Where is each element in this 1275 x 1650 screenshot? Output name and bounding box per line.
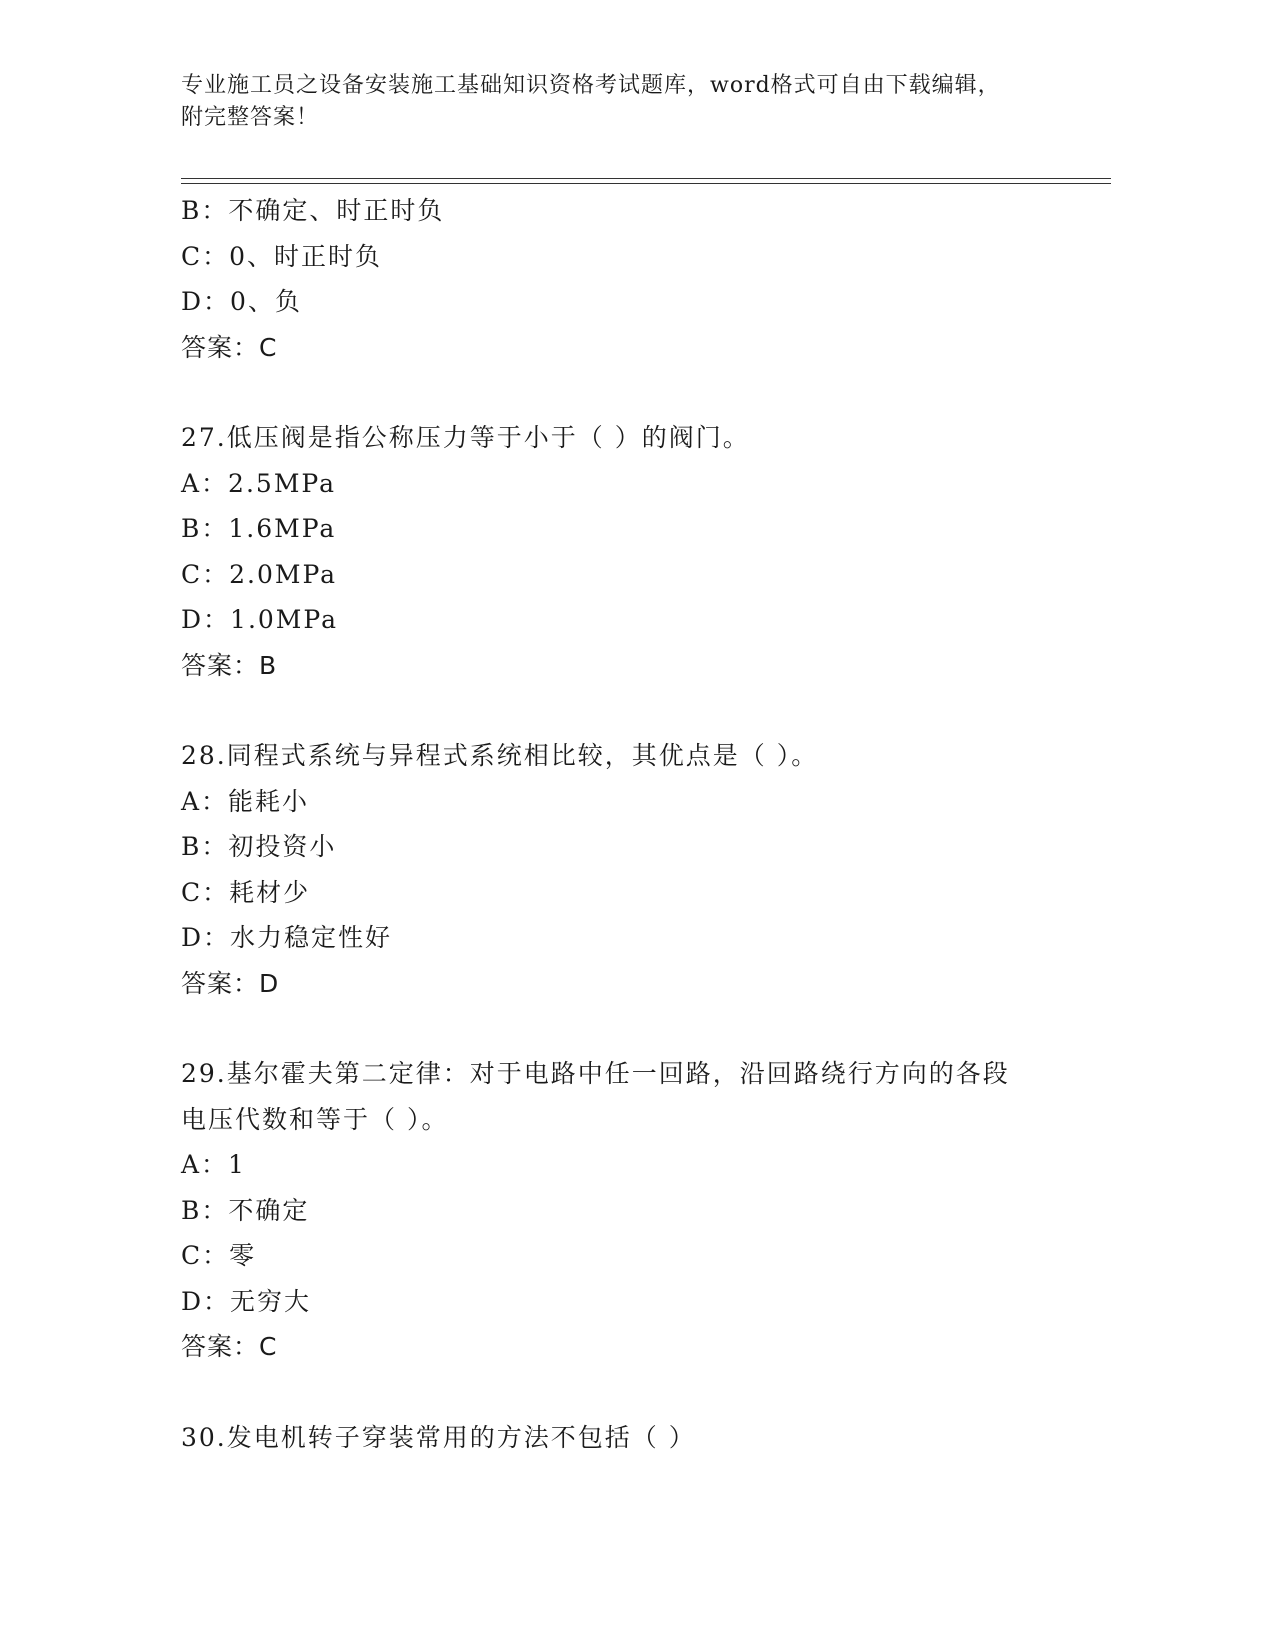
- option-d: D：无穷大: [181, 1286, 312, 1316]
- header-line-1: 专业施工员之设备安装施工基础知识资格考试题库，word格式可自由下载编辑，: [181, 73, 1001, 98]
- option-c: C：耗材少: [181, 877, 311, 907]
- question-30: [181, 1415, 1081, 1461]
- question-text: 30.发电机转子穿装常用的方法不包括（ ）: [181, 1422, 696, 1452]
- option-d: D：0、负: [181, 287, 302, 316]
- question-text-line-2: 电压代数和等于（ ）。: [181, 1104, 449, 1134]
- question-text: 27.低压阀是指公称压力等于小于（ ）的阀门。: [181, 423, 750, 452]
- question-text: 28.同程式系统与异程式系统相比较，其优点是（ ）。: [181, 741, 819, 770]
- option-a: A：能耗小: [181, 786, 310, 816]
- answer: 答案：D: [181, 968, 280, 998]
- option-b: B：不确定、时正时负: [181, 196, 445, 225]
- option-c: C：零: [181, 1241, 257, 1270]
- header-divider-top: [181, 178, 1111, 179]
- option-c: C：2.0MPa: [181, 559, 338, 589]
- question-28: [181, 733, 1081, 1006]
- question-27: [181, 415, 1081, 688]
- answer: 答案：B: [181, 650, 278, 680]
- option-a: A：1: [181, 1150, 246, 1179]
- question-26-continued: [181, 188, 1081, 370]
- document-header: [181, 70, 1041, 134]
- option-b: B：不确定: [181, 1195, 310, 1225]
- answer: 答案：C: [181, 332, 278, 362]
- header-divider-bottom: [181, 183, 1111, 184]
- option-c: C：0、时正时负: [181, 241, 383, 271]
- header-line-2: 附完整答案！: [181, 105, 320, 130]
- question-text-line-1: 29.基尔霍夫第二定律：对于电路中任一回路，沿回路绕行方向的各段: [181, 1059, 1010, 1088]
- option-d: D：1.0MPa: [181, 605, 339, 634]
- question-list: [181, 188, 1081, 1460]
- option-d: D：水力稳定性好: [181, 923, 393, 952]
- question-29: [181, 1051, 1081, 1370]
- option-b: B：1.6MPa: [181, 514, 337, 543]
- option-a: A：2.5MPa: [181, 468, 337, 498]
- option-b: B：初投资小: [181, 832, 337, 861]
- answer: 答案：C: [181, 1332, 278, 1361]
